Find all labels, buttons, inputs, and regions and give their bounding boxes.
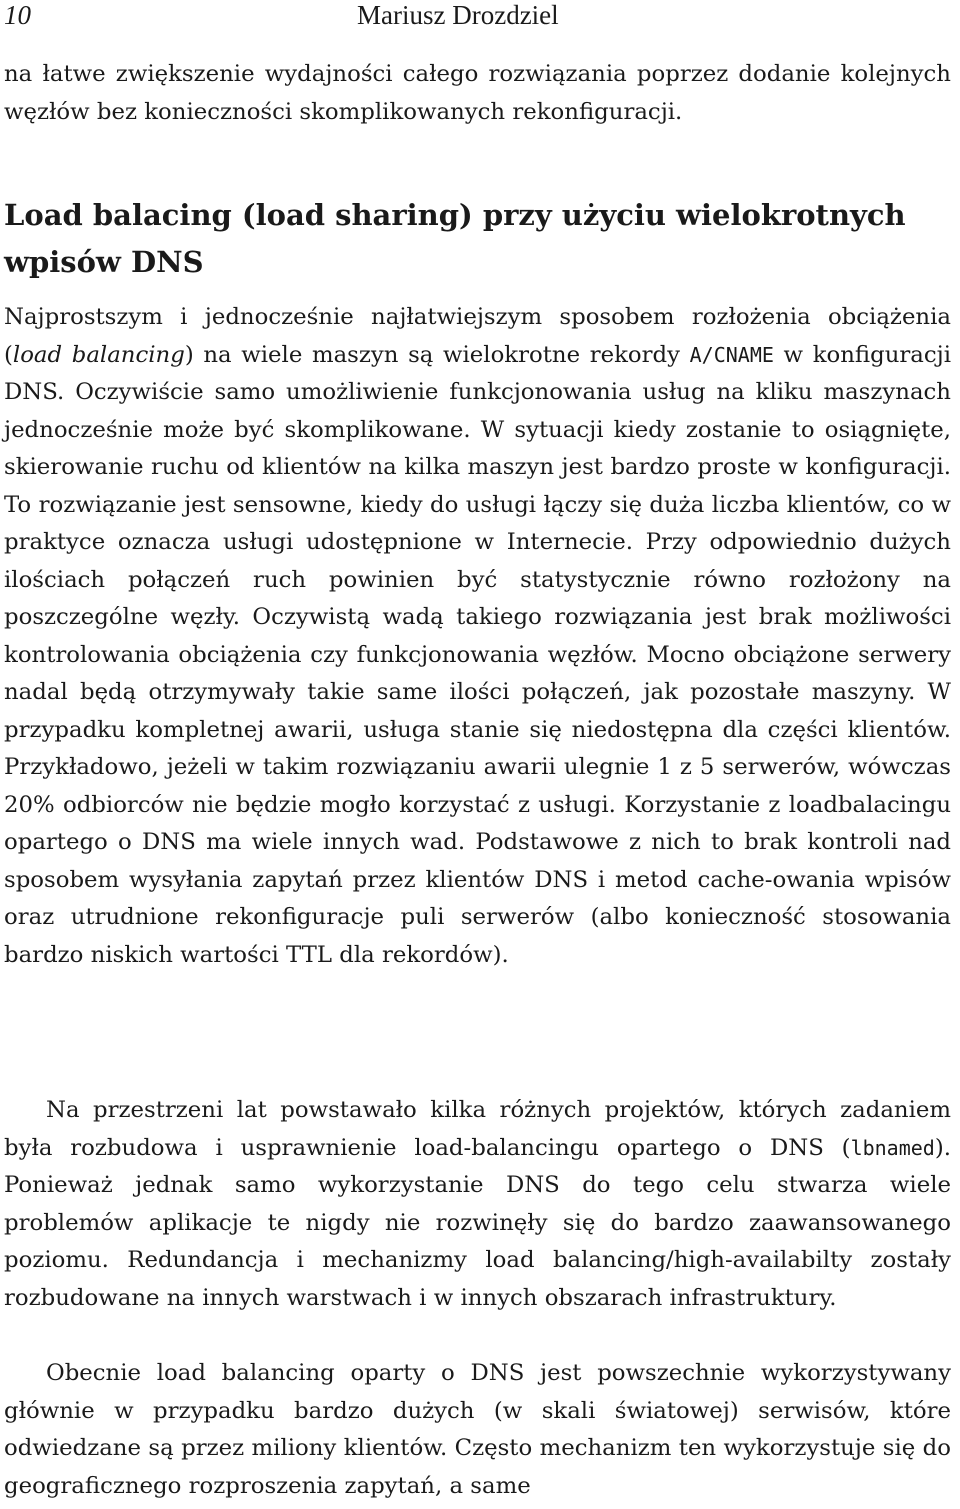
paragraph2-text-1: Na przestrzeni lat powstawało kilka różnych projektów, których zadaniem była rozbudowa i usprawnienie load-balancingu opartego o DNS ( <box>4 1097 951 1161</box>
paragraph2-text-2: ). Ponieważ jednak samo wykorzystanie DNS do tego celu stwarza wiele problemów aplikacje te nigdy nie rozwinęły się do bardzo zaawansowanego poziomu. Redundancja i mechanizmy load balancing/high-availabilty zostały rozbudowane na innych warstwach i w innych obszarach infrastruktury. <box>4 1134 951 1311</box>
section-heading: Load balacing (load sharing) przy użyciu wielokrotnych wpisów DNS <box>4 198 906 279</box>
paragraph-projects <box>4 1092 951 1317</box>
intro-paragraph: na łatwe zwiększenie wydajności całego rozwiązania poprzez dodanie kolejnych węzłów bez konieczności skomplikowanych rekonfiguracji. <box>4 61 951 125</box>
paragraph1-text-2: ) na wiele maszyn są wielokrotne rekordy <box>184 341 690 368</box>
paragraph-current-usage: Obecnie load balancing oparty o DNS jest powszechnie wykorzystywany głównie w przypadku bardzo dużych (w skali światowej) serwisów, które odwiedzane są przez miliony klientów. Często mechanizm ten wykorzystuje się do geograficznego rozproszenia zapytań, a same <box>4 1360 951 1499</box>
running-head <box>4 0 950 30</box>
page-number: 10 <box>4 0 31 30</box>
paragraph1-text-3: w konfiguracji DNS. Oczywiście samo umożliwienie funkcjonowania usług na kliku maszynach jednocześnie może być skomplikowane. W sytuacji kiedy zostanie to osiągnięte, skierowanie ruchu od klientów na kilka maszyn jest bardzo proste w konfiguracji. To rozwiązanie jest sensowne, kiedy do usługi łączy się duża liczba klientów, co w praktyce oznacza usługi udostępnione w Internecie. Przy odpowiednio dużych ilościach połączeń ruch powinien być statystycznie równo rozłożony na poszczególne węzły. Oczywistą wadą takiego rozwiązania jest brak możliwości kontrolowania obciążenia czy funkcjonowania węzłów. Mocno obciążone serwery nadal będą otrzymywały takie same ilości połączeń, jak pozostałe maszyny. W przypadku kompletnej awarii, usługa stanie się niedostępna dla części klientów. Przykładowo, jeżeli w takim rozwiązaniu awarii ulegnie 1 z 5 serwerów, wówczas 20% odbiorców nie będzie mogło korzystać z usługi. Korzystanie z loadbalacingu opartego o DNS ma wiele innych wad. Podstawowe z nich to brak kontroli nad sposobem wysyłania zapytań przez klientów DNS i metod cache-owania wpisów oraz utrudnione rekonfiguracje puli serwerów (albo konieczność stosowania bardzo niskich wartości TTL dla rekordów). <box>4 341 952 968</box>
code-a-cname: A/CNAME <box>689 342 774 367</box>
paragraph1-text-1: Najprostszym i jednocześnie najłatwiejszym sposobem rozłożenia obciążenia ( <box>4 304 951 368</box>
author-name: Mariusz Drozdziel <box>357 0 559 30</box>
paragraph-dns-load-balancing <box>4 299 951 974</box>
term-load-balancing: load balancing <box>12 341 185 368</box>
code-lbnamed: lbnamed <box>850 1135 935 1160</box>
